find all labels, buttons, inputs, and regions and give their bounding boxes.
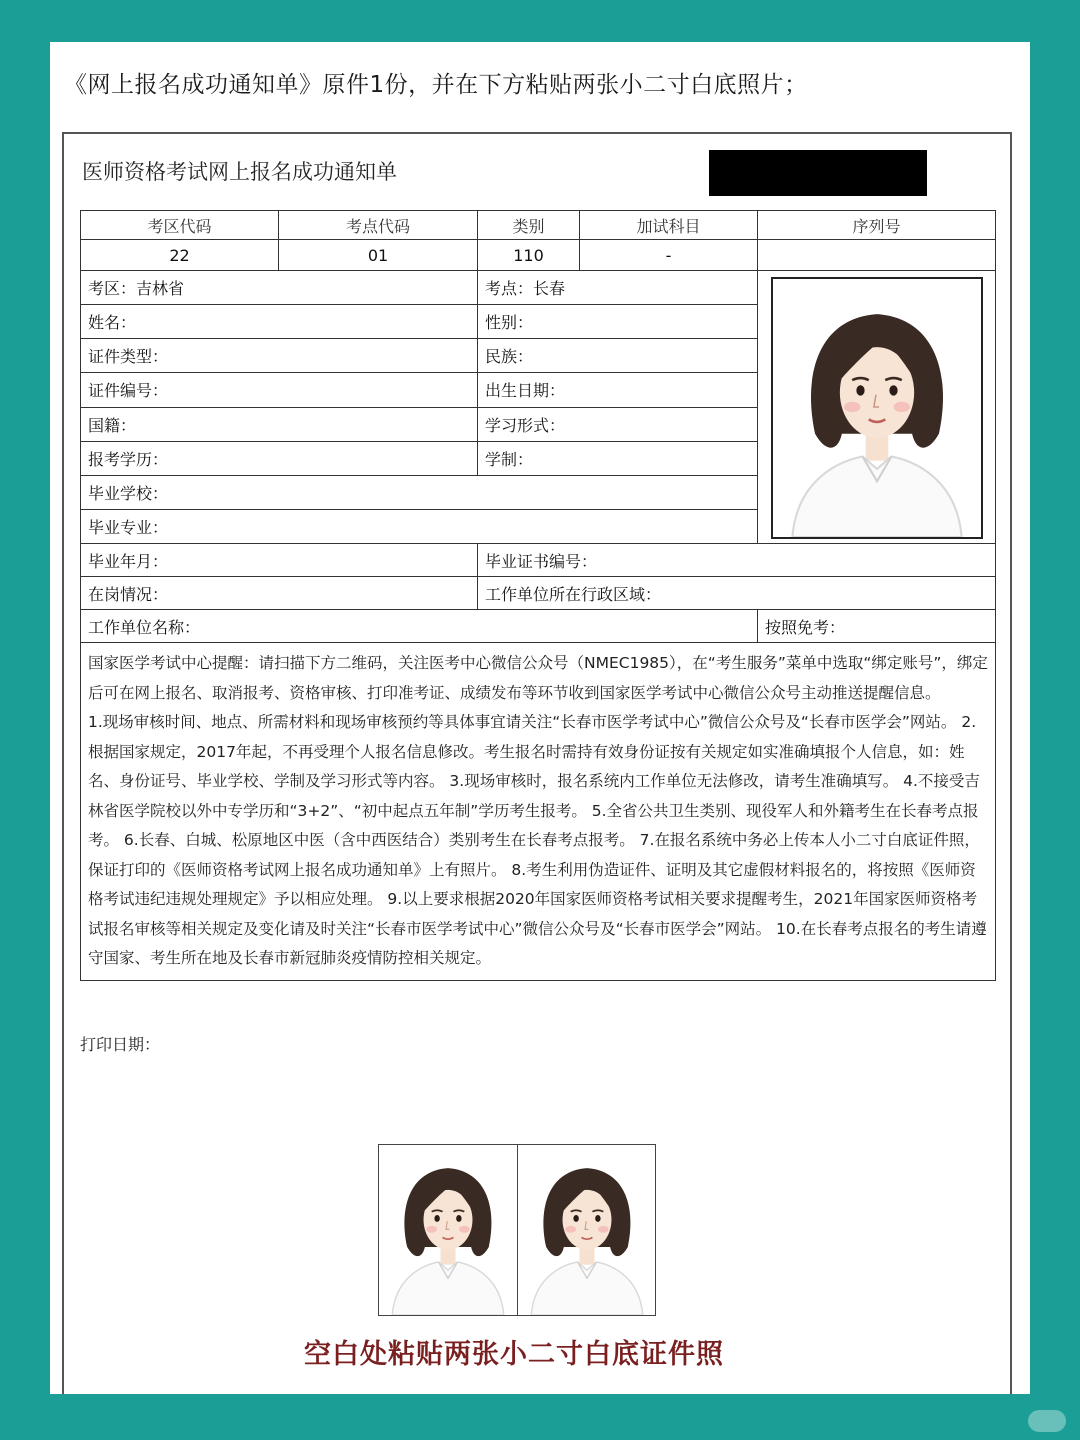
field-exempt: 按照免考： <box>758 610 996 643</box>
codes-row <box>81 240 996 271</box>
photo-cell <box>758 271 996 544</box>
small-photo-left <box>379 1145 517 1315</box>
value-serial <box>758 240 996 271</box>
header-area-code: 考区代码 <box>81 211 279 240</box>
form-table <box>80 210 996 981</box>
notice-cell <box>81 643 996 981</box>
field-id-type: 证件类型： <box>81 339 478 373</box>
form-row <box>81 544 996 577</box>
field-nationality: 国籍： <box>81 407 478 441</box>
notice-text: 国家医学考试中心提醒：请扫描下方二维码，关注医考中心微信公众号（NMEC1985），在“考生服务”菜单中选取“绑定账号”，绑定后可在网上报名、取消报考、资格审核、打印准考证、成绩发布等环节收到国家医学考试中心微信公众号主动推送提醒信息。 <box>88 654 988 702</box>
field-exam-area: 考区：吉林省 <box>81 271 478 305</box>
header-site-code: 考点代码 <box>279 211 478 240</box>
small-photos-strip <box>378 1144 656 1316</box>
header-row <box>81 211 996 240</box>
paste-instruction: 空白处粘贴两张小二寸白底证件照 <box>304 1339 724 1370</box>
watermark-badge <box>1028 1410 1066 1432</box>
notice-row <box>81 643 996 981</box>
redaction-block <box>709 150 927 196</box>
form-title: 医师资格考试网上报名成功通知单 <box>82 160 397 184</box>
header-serial: 序列号 <box>758 211 996 240</box>
field-work-unit: 工作单位名称： <box>81 610 758 643</box>
field-gender: 性别： <box>478 305 758 339</box>
field-ethnicity: 民族： <box>478 339 758 373</box>
header-extra-subject: 加试科目 <box>580 211 758 240</box>
header-category: 类别 <box>478 211 580 240</box>
field-study-years: 学制： <box>478 441 758 475</box>
field-work-region: 工作单位所在行政区域： <box>478 577 996 610</box>
registration-notice-form <box>62 132 1012 1394</box>
form-row <box>81 271 996 305</box>
field-employment: 在岗情况： <box>81 577 478 610</box>
document-sheet <box>50 42 1030 1394</box>
field-grad-date: 毕业年月： <box>81 544 478 577</box>
value-extra-subject: - <box>580 240 758 271</box>
print-date-label: 打印日期： <box>80 1035 161 1054</box>
field-name: 姓名： <box>81 305 478 339</box>
value-site-code: 01 <box>279 240 478 271</box>
small-photo-right <box>517 1145 656 1315</box>
form-row <box>81 610 996 643</box>
portrait-image <box>518 1145 656 1315</box>
field-major: 毕业专业： <box>81 509 758 543</box>
form-row <box>81 577 996 610</box>
field-birth-date: 出生日期： <box>478 373 758 407</box>
rules-text: 1.现场审核时间、地点、所需材料和现场审核预约等具体事宜请关注“长春市医学考试中心”微信公众号及“长春市医学会”网站。 2. 根据国家规定，2017年起，不再受理个人报名信息修改。考生报名时需持有效身份证按有关规定如实准确填报个人信息，如：姓名、身份证号、毕业学校、学制及学习形式等内容。 3.现场审核时，报名系统内工作单位无法修改，请考生准确填写。 4.不接受吉林省医学院校以外中专学历和“3+2”、“初中起点五年制”学历考生报考。 5.全省公共卫生类别、现役军人和外籍考生在长春考点报考。 6.长春、白城、松原地区中医（含中西医结合）类别考生在长春考点报考。 7.在报名系统中务必上传本人小二寸白底证件照，保证打印的《医师资格考试网上报名成功通知单》上有照片。 8.考生利用伪造证件、证明及其它虚假材料报名的，将按照《医师资格考试违纪违规处理规定》予以相应处理。 9.以上要求根据2020年国家医师资格考试相关要求提醒考生，2021年国家医师资格考试报名审核等相关规定及变化请及时关注“长春市医学考试中心”微信公众号及“长春市医学会”网站。 10.在长春考点报名的考生请遵守国家、考生所在地及长春市新冠肺炎疫情防控相关规定。 <box>88 713 987 967</box>
field-school: 毕业学校： <box>81 475 758 509</box>
field-id-number: 证件编号： <box>81 373 478 407</box>
value-category: 110 <box>478 240 580 271</box>
portrait-image <box>773 279 981 537</box>
value-area-code: 22 <box>81 240 279 271</box>
caption: 《网上报名成功通知单》原件1份，并在下方粘贴两张小二寸白底照片； <box>64 72 808 98</box>
field-exam-site: 考点：长春 <box>478 271 758 305</box>
field-study-form: 学习形式： <box>478 407 758 441</box>
id-photo <box>771 277 983 539</box>
field-education: 报考学历： <box>81 441 478 475</box>
portrait-image <box>379 1145 517 1315</box>
field-diploma-no: 毕业证书编号： <box>478 544 996 577</box>
